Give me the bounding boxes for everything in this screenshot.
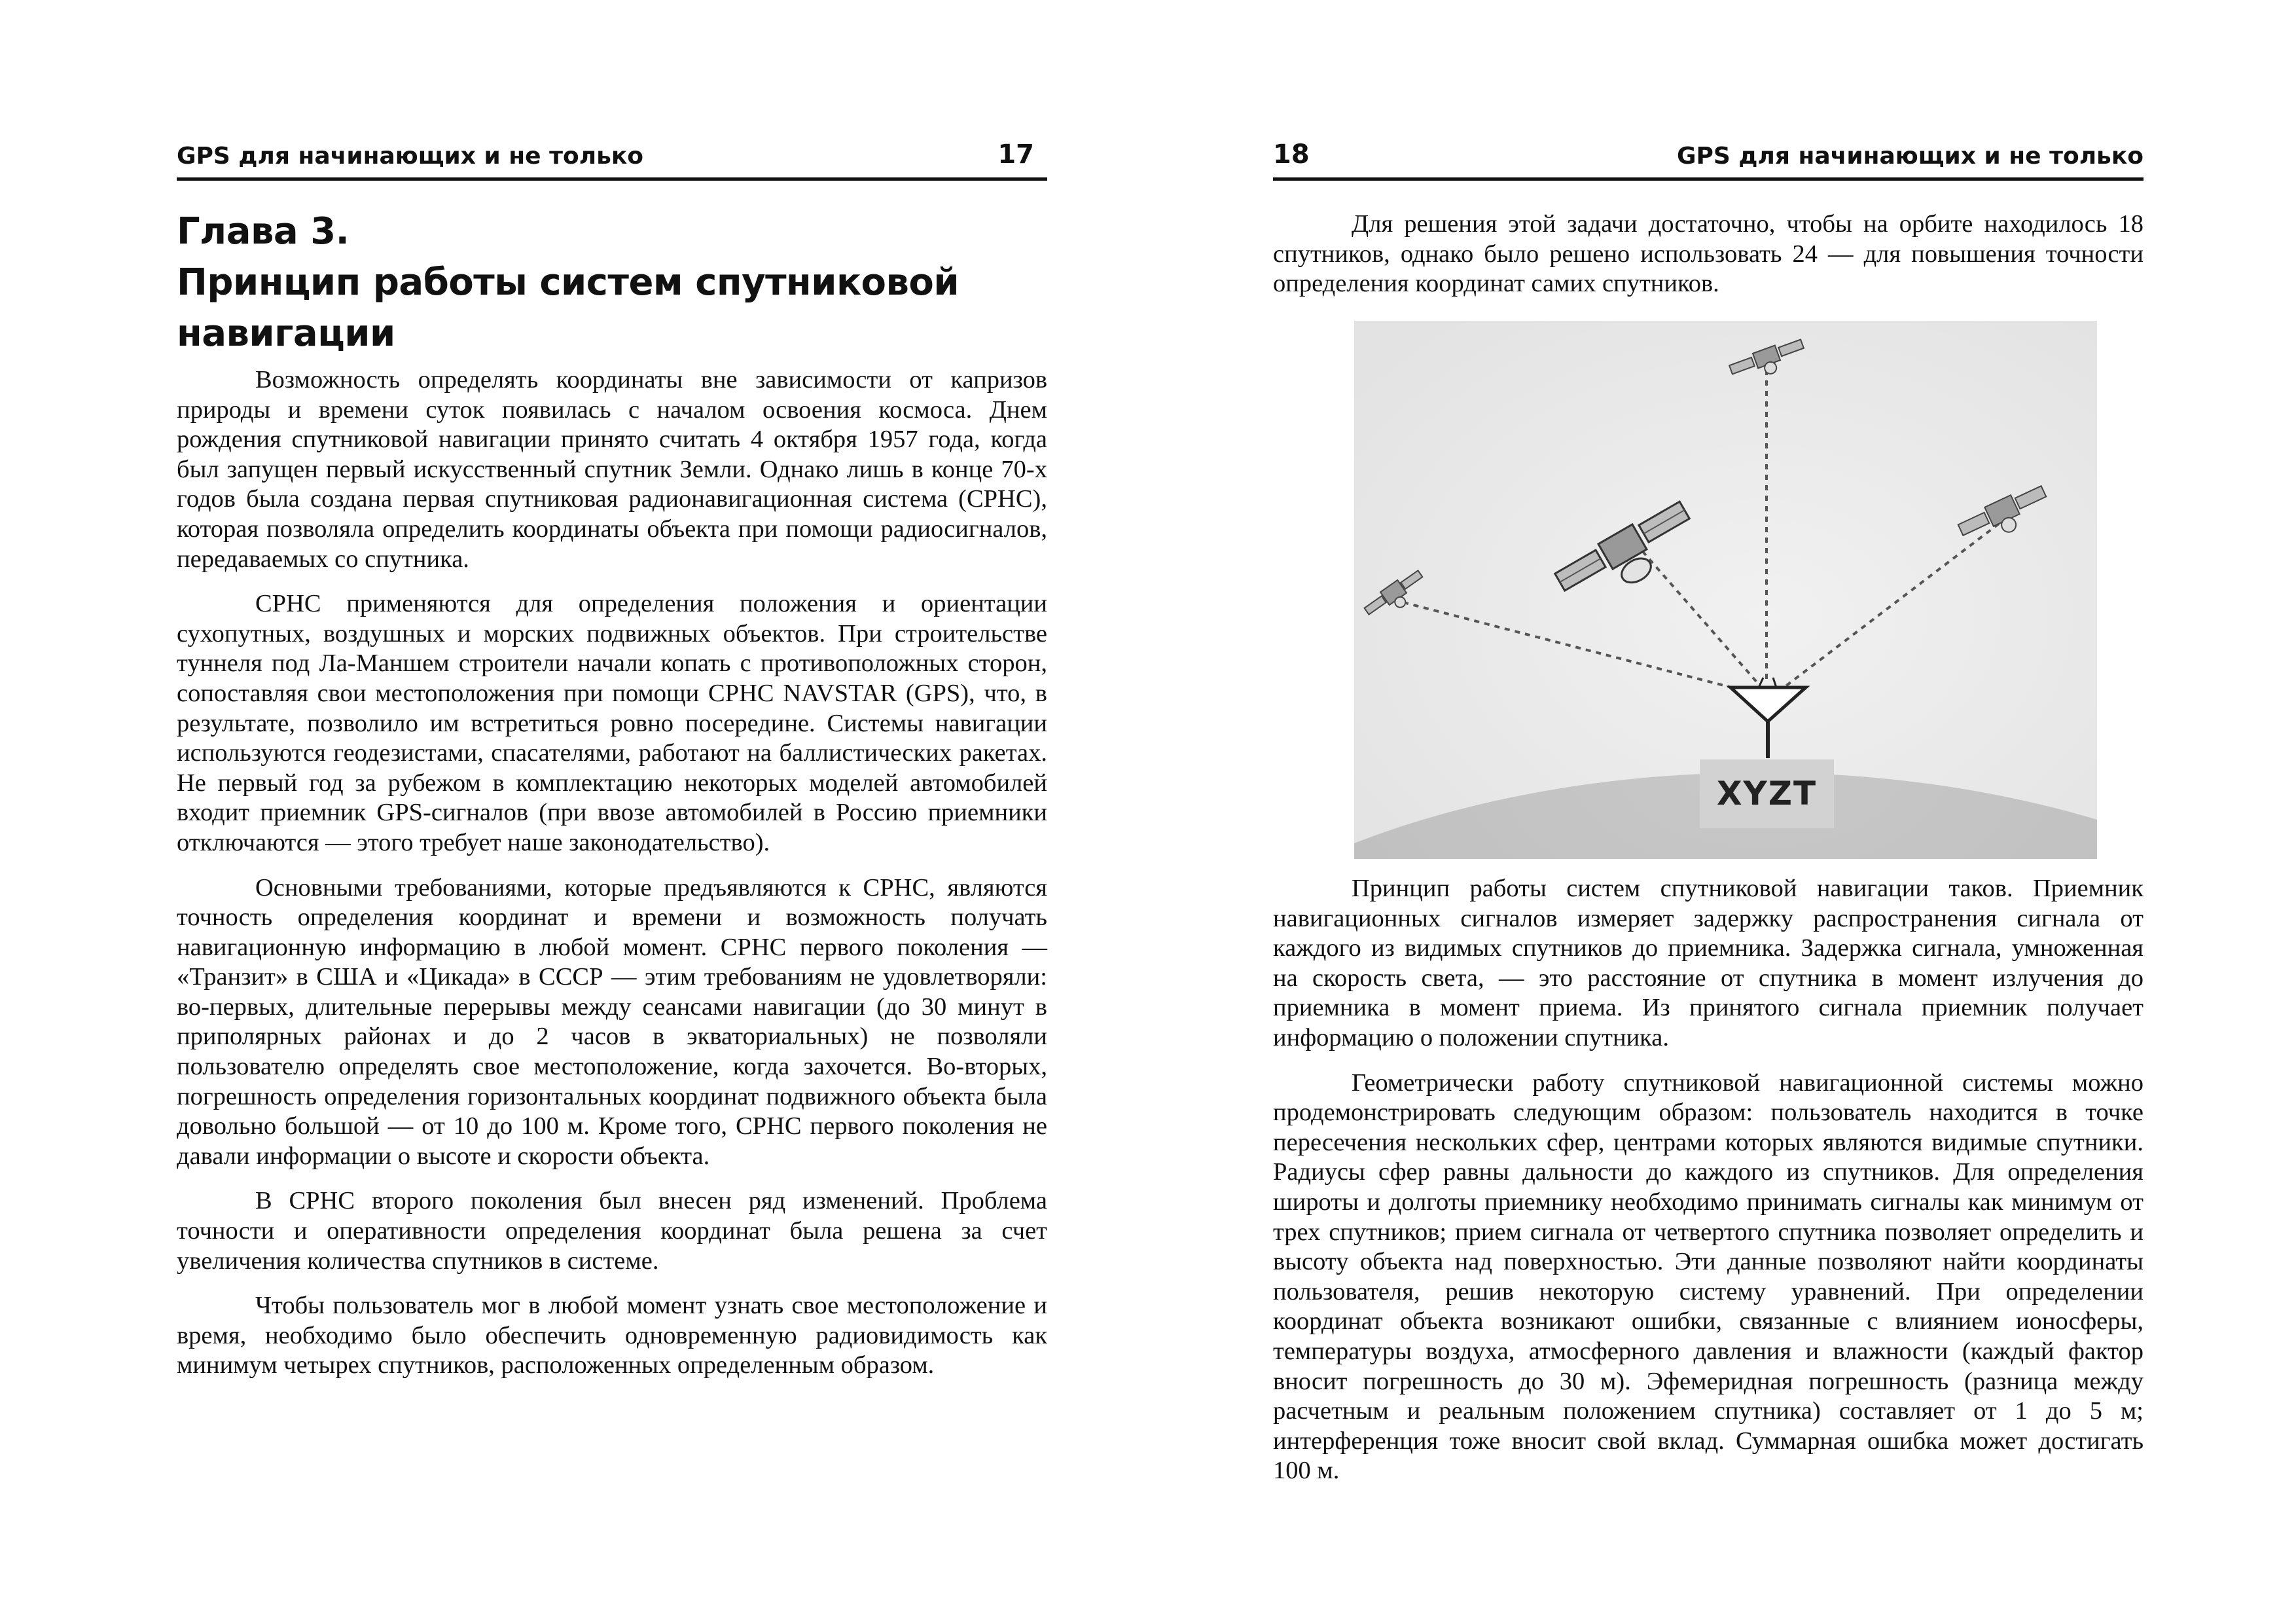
paragraph: СРНС применяются для определения положения и ориентации сухопутных, воздушных и морских подвижных объектов. При строительстве туннеля под Ла-Маншем строители начали копать с противоположных сторон, сопоставляя свои местоположения при помощи СРНС NAVSTAR (GPS), что, в результате, позволило им встретиться ровно посередине. Системы навигации используются геодезистами, спасателями, работают на баллистических ракетах. Не первый год за рубежом в комплектацию некоторых моделей автомобилей входит приемник GPS-сигналов (при ввозе автомобилей в Россию приемники отключаются — этого требует наше законодательство). xyxy=(177,590,1047,856)
page-number: 17 xyxy=(997,139,1034,170)
satellite-figure xyxy=(1354,321,2097,859)
body-text-bottom xyxy=(1273,874,2144,1501)
chapter-heading xyxy=(177,206,1047,359)
chapter-title-line1: Принцип работы систем спутниковой xyxy=(177,261,960,304)
paragraph: Основными требованиями, которые предъявляются к СРНС, являются точность определения координат и времени и возможность получать навигационную информацию в любой момент. СРНС первого поколения — «Транзит» в США и «Цикада» в СССР — этим требованиям не удовлетворяли: во-первых, длительные перерывы между сеансами навигации (до 30 минут в приполярных районах и до 2 часов в экваториальных) не позволяли пользователю определять свое местоположение, когда захочется. Во-вторых, погрешность определения горизонтальных координат подвижного объекта была довольно большой — от 10 до 100 м. Кроме того, СРНС первого поколения не давали информации о высоте и скорости объекта. xyxy=(177,873,1047,1170)
body-text xyxy=(177,365,1047,1396)
paragraph: Принцип работы систем спутниковой навигации таков. Приемник навигационных сигналов измеряет задержку распространения сигнала от каждого из видимых спутников до приемника. Задержка сигнала, умноженная на скорость света, — это расстояние от спутника в момент излучения до приемника в момент приема. Из принятого сигнала приемник получает информацию о положении спутника. xyxy=(1273,875,2144,1051)
body-text-top xyxy=(1273,210,2144,314)
page-number: 18 xyxy=(1273,139,1310,170)
right-page xyxy=(1273,0,2144,1623)
paragraph: Возможность определять координаты вне зависимости от капризов природы и времени суток появилась с началом освоения космоса. Днем рождения спутниковой навигации принято считать 4 октября 1957 года, когда был запущен первый искусственный спутник Земли. Однако лишь в конце 70-х годов была создана первая спутниковая радионавигационная система (СРНС), которая позволяла определить координаты объекта при помощи радиосигналов, передаваемых со спутника. xyxy=(177,366,1047,573)
paragraph: В СРНС второго поколения был внесен ряд изменений. Проблема точности и оперативности определения координат была решена за счет увеличения количества спутников в системе. xyxy=(177,1187,1047,1275)
running-header xyxy=(1273,134,2144,181)
paragraph: Чтобы пользователь мог в любой момент узнать свое местоположение и время, необходимо было обеспечить одновременную радиовидимость как минимум четырех спутников, расположенных определенным образом. xyxy=(177,1292,1047,1379)
chapter-number: Глава 3. xyxy=(177,210,350,253)
paragraph: Геометрически работу спутниковой навигационной системы можно продемонстрировать следующим образом: пользователь находится в точке пересечения нескольких сфер, центрами которых являются видимые спутники. Радиусы сфер равны дальности до каждого из спутников. Для определения широты и долготы приемнику необходимо принимать сигналы как минимум от трех спутников; прием сигнала от четвертого спутника позволяет определить и высоту объекта над поверхностью. Эти данные позволяют найти координаты пользователя, решив некоторую систему уравнений. При определении координат объекта возникают ошибки, связанные с влиянием ионосферы, температуры воздуха, атмосферного давления и влажности (каждый фактор вносит погрешность до 30 м). Эфемеридная погрешность (разница между расчетным и реальным положением спутника) составляет от 1 до 5 м; интерференция тоже вносит свой вклад. Суммарная ошибка может достигать 100 м. xyxy=(1273,1068,2144,1485)
book-title: GPS для начинающих и не только xyxy=(177,143,644,170)
chapter-title-line2: навигации xyxy=(177,312,395,355)
coordinates-label: XYZT xyxy=(1700,759,1834,828)
paragraph: Для решения этой задачи достаточно, чтобы на орбите находилось 18 спутников, однако было решено использовать 24 — для повышения точности определения координат самих спутников. xyxy=(1273,210,2144,298)
left-page xyxy=(177,0,1047,1623)
book-title: GPS для начинающих и не только xyxy=(1676,143,2144,170)
running-header xyxy=(177,134,1047,181)
